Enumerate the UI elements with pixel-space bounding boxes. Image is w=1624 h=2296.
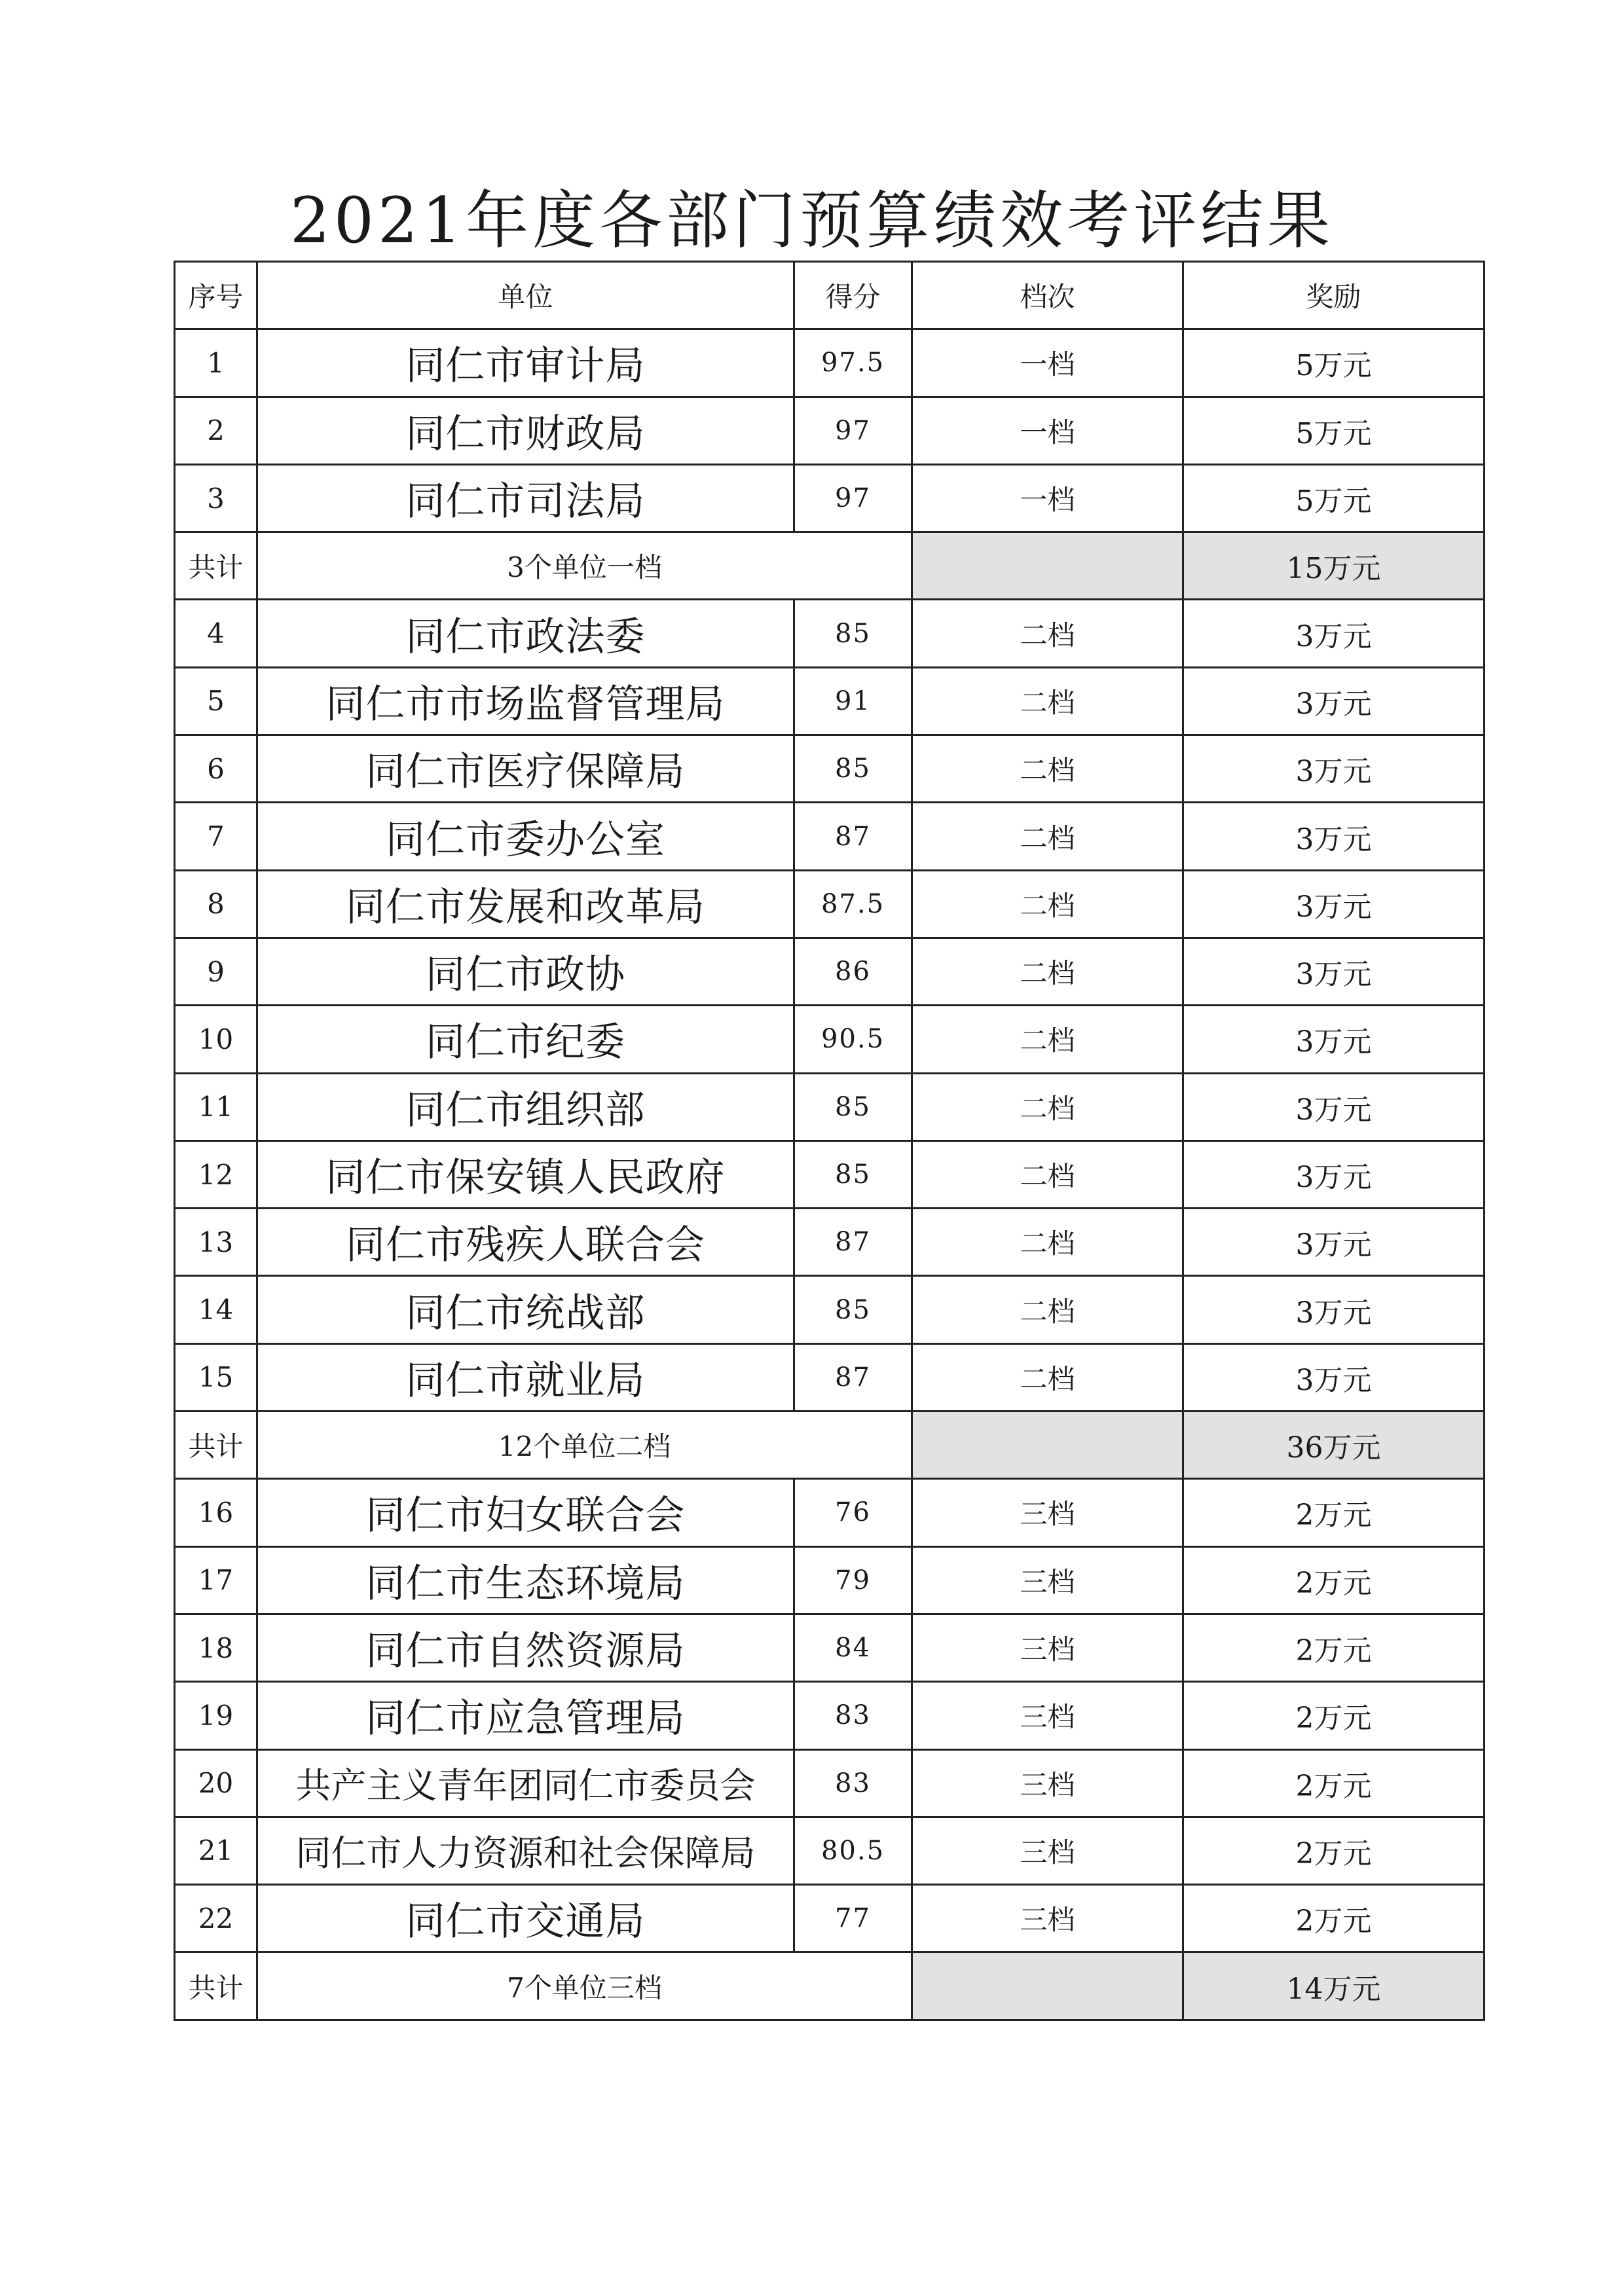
tier-cell: 二档 [912, 667, 1183, 735]
score-cell: 85 [794, 1276, 912, 1343]
table-row [175, 667, 1485, 735]
header-seq: 序号 [175, 262, 257, 329]
score-cell: 85 [794, 600, 912, 667]
reward-cell: 3万元 [1183, 1343, 1485, 1411]
score-cell: 80.5 [794, 1817, 912, 1884]
tier-cell: 二档 [912, 803, 1183, 870]
subtotal-row [175, 532, 1485, 600]
score-cell: 90.5 [794, 1006, 912, 1073]
unit-cell: 同仁市残疾人联合会 [257, 1209, 794, 1276]
unit-cell: 同仁市纪委 [257, 1006, 794, 1073]
unit-cell: 同仁市审计局 [257, 329, 794, 397]
tier-cell: 二档 [912, 938, 1183, 1005]
seq-cell: 6 [175, 735, 257, 803]
tier-cell: 一档 [912, 397, 1183, 464]
seq-cell: 17 [175, 1546, 257, 1614]
tier-cell: 三档 [912, 1614, 1183, 1681]
subtotal-reward: 14万元 [1183, 1952, 1485, 2020]
seq-cell: 13 [175, 1209, 257, 1276]
tier-cell: 三档 [912, 1749, 1183, 1817]
score-cell: 85 [794, 735, 912, 803]
reward-cell: 3万元 [1183, 1276, 1485, 1343]
subtotal-summary: 3个单位一档 [257, 532, 912, 600]
unit-cell: 同仁市人力资源和社会保障局 [257, 1817, 794, 1884]
unit-cell: 同仁市发展和改革局 [257, 870, 794, 938]
results-table [174, 261, 1485, 2021]
reward-cell: 3万元 [1183, 1073, 1485, 1140]
table-row [175, 1276, 1485, 1343]
tier-cell: 三档 [912, 1817, 1183, 1884]
tier-cell: 二档 [912, 1073, 1183, 1140]
table-row [175, 397, 1485, 464]
reward-cell: 3万元 [1183, 600, 1485, 667]
score-cell: 83 [794, 1749, 912, 1817]
tier-cell: 二档 [912, 1209, 1183, 1276]
table-row [175, 1140, 1485, 1208]
table-row [175, 1885, 1485, 1952]
tier-cell: 二档 [912, 1006, 1183, 1073]
score-cell: 97 [794, 397, 912, 464]
seq-cell: 4 [175, 600, 257, 667]
tier-cell: 三档 [912, 1682, 1183, 1749]
reward-cell: 2万元 [1183, 1479, 1485, 1546]
table-body [175, 329, 1485, 2020]
reward-cell: 2万元 [1183, 1749, 1485, 1817]
seq-cell: 3 [175, 464, 257, 532]
tier-cell: 三档 [912, 1885, 1183, 1952]
unit-cell: 同仁市就业局 [257, 1343, 794, 1411]
tier-cell: 二档 [912, 1343, 1183, 1411]
unit-cell: 同仁市保安镇人民政府 [257, 1140, 794, 1208]
subtotal-empty-cell [912, 532, 1183, 600]
table-row [175, 1006, 1485, 1073]
seq-cell: 5 [175, 667, 257, 735]
header-row [175, 262, 1485, 329]
subtotal-reward: 15万元 [1183, 532, 1485, 600]
page-title: 2021年度各部门预算绩效考评结果 [289, 184, 1335, 257]
score-cell: 83 [794, 1682, 912, 1749]
tier-cell: 二档 [912, 735, 1183, 803]
tier-cell: 三档 [912, 1479, 1183, 1546]
score-cell: 85 [794, 1140, 912, 1208]
unit-cell: 同仁市应急管理局 [257, 1682, 794, 1749]
score-cell: 87 [794, 1209, 912, 1276]
table-row [175, 870, 1485, 938]
unit-cell: 同仁市财政局 [257, 397, 794, 464]
table-row [175, 938, 1485, 1005]
unit-cell: 同仁市政法委 [257, 600, 794, 667]
table-row [175, 464, 1485, 532]
header-tier: 档次 [912, 262, 1183, 329]
unit-cell: 同仁市自然资源局 [257, 1614, 794, 1681]
reward-cell: 5万元 [1183, 464, 1485, 532]
score-cell: 97 [794, 464, 912, 532]
seq-cell: 16 [175, 1479, 257, 1546]
subtotal-empty-cell [912, 1952, 1183, 2020]
reward-cell: 3万元 [1183, 735, 1485, 803]
table-row [175, 1073, 1485, 1140]
unit-cell: 同仁市交通局 [257, 1885, 794, 1952]
seq-cell: 2 [175, 397, 257, 464]
reward-cell: 2万元 [1183, 1546, 1485, 1614]
table-row [175, 1343, 1485, 1411]
subtotal-summary: 7个单位三档 [257, 1952, 912, 2020]
tier-cell: 二档 [912, 1140, 1183, 1208]
seq-cell: 11 [175, 1073, 257, 1140]
seq-cell: 22 [175, 1885, 257, 1952]
reward-cell: 5万元 [1183, 329, 1485, 397]
reward-cell: 2万元 [1183, 1614, 1485, 1681]
table-row [175, 1817, 1485, 1884]
unit-cell: 同仁市生态环境局 [257, 1546, 794, 1614]
seq-cell: 19 [175, 1682, 257, 1749]
table-row [175, 1749, 1485, 1817]
reward-cell: 3万元 [1183, 667, 1485, 735]
subtotal-row [175, 1412, 1485, 1479]
score-cell: 97.5 [794, 329, 912, 397]
score-cell: 84 [794, 1614, 912, 1681]
reward-cell: 3万元 [1183, 1006, 1485, 1073]
seq-cell: 10 [175, 1006, 257, 1073]
seq-cell: 18 [175, 1614, 257, 1681]
reward-cell: 3万元 [1183, 1140, 1485, 1208]
reward-cell: 5万元 [1183, 397, 1485, 464]
seq-cell: 1 [175, 329, 257, 397]
tier-cell: 一档 [912, 464, 1183, 532]
seq-cell: 20 [175, 1749, 257, 1817]
header-unit: 单位 [257, 262, 794, 329]
seq-cell: 21 [175, 1817, 257, 1884]
reward-cell: 3万元 [1183, 938, 1485, 1005]
tier-cell: 一档 [912, 329, 1183, 397]
seq-cell: 14 [175, 1276, 257, 1343]
subtotal-label: 共计 [175, 1412, 257, 1479]
score-cell: 85 [794, 1073, 912, 1140]
score-cell: 87 [794, 1343, 912, 1411]
table-row [175, 329, 1485, 397]
unit-cell: 同仁市政协 [257, 938, 794, 1005]
table-row [175, 1546, 1485, 1614]
seq-cell: 9 [175, 938, 257, 1005]
score-cell: 77 [794, 1885, 912, 1952]
tier-cell: 三档 [912, 1546, 1183, 1614]
unit-cell: 共产主义青年团同仁市委员会 [257, 1749, 794, 1817]
reward-cell: 2万元 [1183, 1682, 1485, 1749]
table-row [175, 1682, 1485, 1749]
seq-cell: 7 [175, 803, 257, 870]
header-reward: 奖励 [1183, 262, 1485, 329]
subtotal-label: 共计 [175, 1952, 257, 2020]
table-row [175, 803, 1485, 870]
unit-cell: 同仁市委办公室 [257, 803, 794, 870]
table-row [175, 735, 1485, 803]
unit-cell: 同仁市妇女联合会 [257, 1479, 794, 1546]
score-cell: 87 [794, 803, 912, 870]
score-cell: 76 [794, 1479, 912, 1546]
subtotal-summary: 12个单位二档 [257, 1412, 912, 1479]
seq-cell: 15 [175, 1343, 257, 1411]
table-row [175, 1209, 1485, 1276]
unit-cell: 同仁市组织部 [257, 1073, 794, 1140]
tier-cell: 二档 [912, 600, 1183, 667]
subtotal-empty-cell [912, 1412, 1183, 1479]
unit-cell: 同仁市司法局 [257, 464, 794, 532]
score-cell: 87.5 [794, 870, 912, 938]
table-row [175, 600, 1485, 667]
score-cell: 79 [794, 1546, 912, 1614]
reward-cell: 3万元 [1183, 870, 1485, 938]
score-cell: 86 [794, 938, 912, 1005]
reward-cell: 3万元 [1183, 803, 1485, 870]
tier-cell: 二档 [912, 1276, 1183, 1343]
unit-cell: 同仁市统战部 [257, 1276, 794, 1343]
tier-cell: 二档 [912, 870, 1183, 938]
subtotal-row [175, 1952, 1485, 2020]
subtotal-label: 共计 [175, 532, 257, 600]
unit-cell: 同仁市医疗保障局 [257, 735, 794, 803]
reward-cell: 2万元 [1183, 1817, 1485, 1884]
seq-cell: 8 [175, 870, 257, 938]
header-score: 得分 [794, 262, 912, 329]
reward-cell: 2万元 [1183, 1885, 1485, 1952]
unit-cell: 同仁市市场监督管理局 [257, 667, 794, 735]
subtotal-reward: 36万元 [1183, 1412, 1485, 1479]
seq-cell: 12 [175, 1140, 257, 1208]
table-row [175, 1479, 1485, 1546]
table-row [175, 1614, 1485, 1681]
score-cell: 91 [794, 667, 912, 735]
reward-cell: 3万元 [1183, 1209, 1485, 1276]
